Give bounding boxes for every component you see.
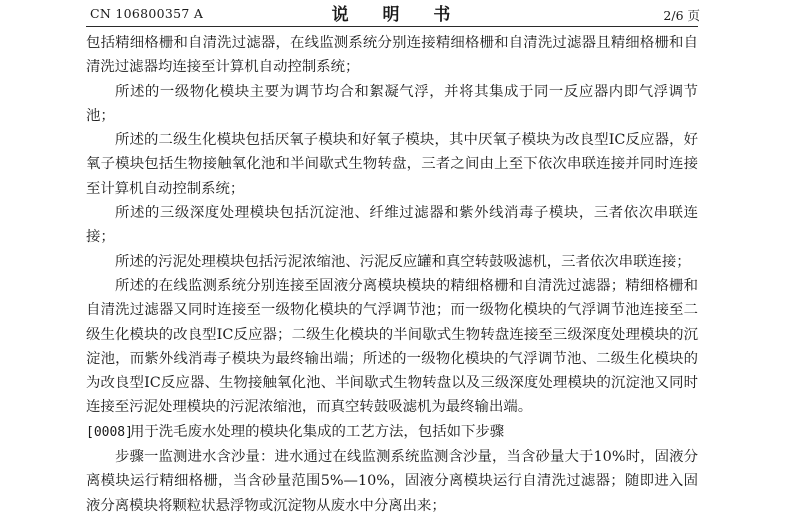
paragraph-step1: 步骤一监测进水含沙量：进水通过在线监测系统监测含沙量，当含砂量大于10%时，固液分离模块运行精细格栅，当含砂量范围5%—10%，固液分离模块运行自清洗过滤器；随即进入固液分离模块将颗粒状悬浮物或沉淀物从废水中分离出来； bbox=[86, 449, 698, 514]
paragraph-stage3: 所述的三级深度处理模块包括沉淀池、纤维过滤器和紫外线消毒子模块，三者依次串联连接； bbox=[86, 205, 698, 246]
paragraph-0008-text: 用于洗毛废水处理的模块化集成的工艺方法，包括如下步骤 bbox=[130, 423, 505, 440]
document-title: 说 明 书 bbox=[331, 5, 465, 25]
publication-number: CN 106800357 A bbox=[90, 6, 204, 21]
header-rule bbox=[86, 26, 698, 27]
page-indicator: 2/6 页 bbox=[663, 8, 700, 23]
document-body bbox=[86, 31, 698, 518]
paragraph-0008 bbox=[86, 420, 698, 445]
paragraph-number: [0008] bbox=[86, 424, 133, 440]
paragraph-monitor: 所述的在线监测系统分别连接至固液分离模块模块的精细格栅和自清洗过滤器；精细格栅和自清洗过滤器又同时连接至一级物化模块的气浮调节池；而一级物化模块的气浮调节池连接至二级生化模块的改良型IC反应器；二级生化模块的半间歇式生物转盘连接至三级深度处理模块的沉淀池，而紫外线消毒子模块为最终输出端；所述的一级物化模块的气浮调节池、二级生化模块的为改良型IC反应器、生物接触氧化池、半间歇式生物转盘以及三级深度处理模块的沉淀池又同时连接至污泥处理模块的污泥浓缩池，而真空转鼓吸滤机为最终输出端。 bbox=[86, 277, 698, 416]
paragraph-stage2: 所述的二级生化模块包括厌氧子模块和好氧子模块，其中厌氧子模块为改良型IC反应器，好氧子模块包括生物接触氧化池和半间歇式生物转盘，三者之间由上至下依次串联连接并同时连接至计算机自动控制系统； bbox=[86, 132, 698, 197]
paragraph-stage1: 所述的一级物化模块主要为调节均合和絮凝气浮，并将其集成于同一反应器内即气浮调节池； bbox=[86, 83, 698, 124]
paragraph-continuation: 包括精细格栅和自清洗过滤器，在线监测系统分别连接精细格栅和自清洗过滤器且精细格栅和自清洗过滤器均连接至计算机自动控制系统； bbox=[86, 35, 698, 76]
page-header bbox=[0, 0, 793, 24]
paragraph-sludge: 所述的污泥处理模块包括污泥浓缩池、污泥反应罐和真空转鼓吸滤机，三者依次串联连接； bbox=[115, 253, 691, 270]
